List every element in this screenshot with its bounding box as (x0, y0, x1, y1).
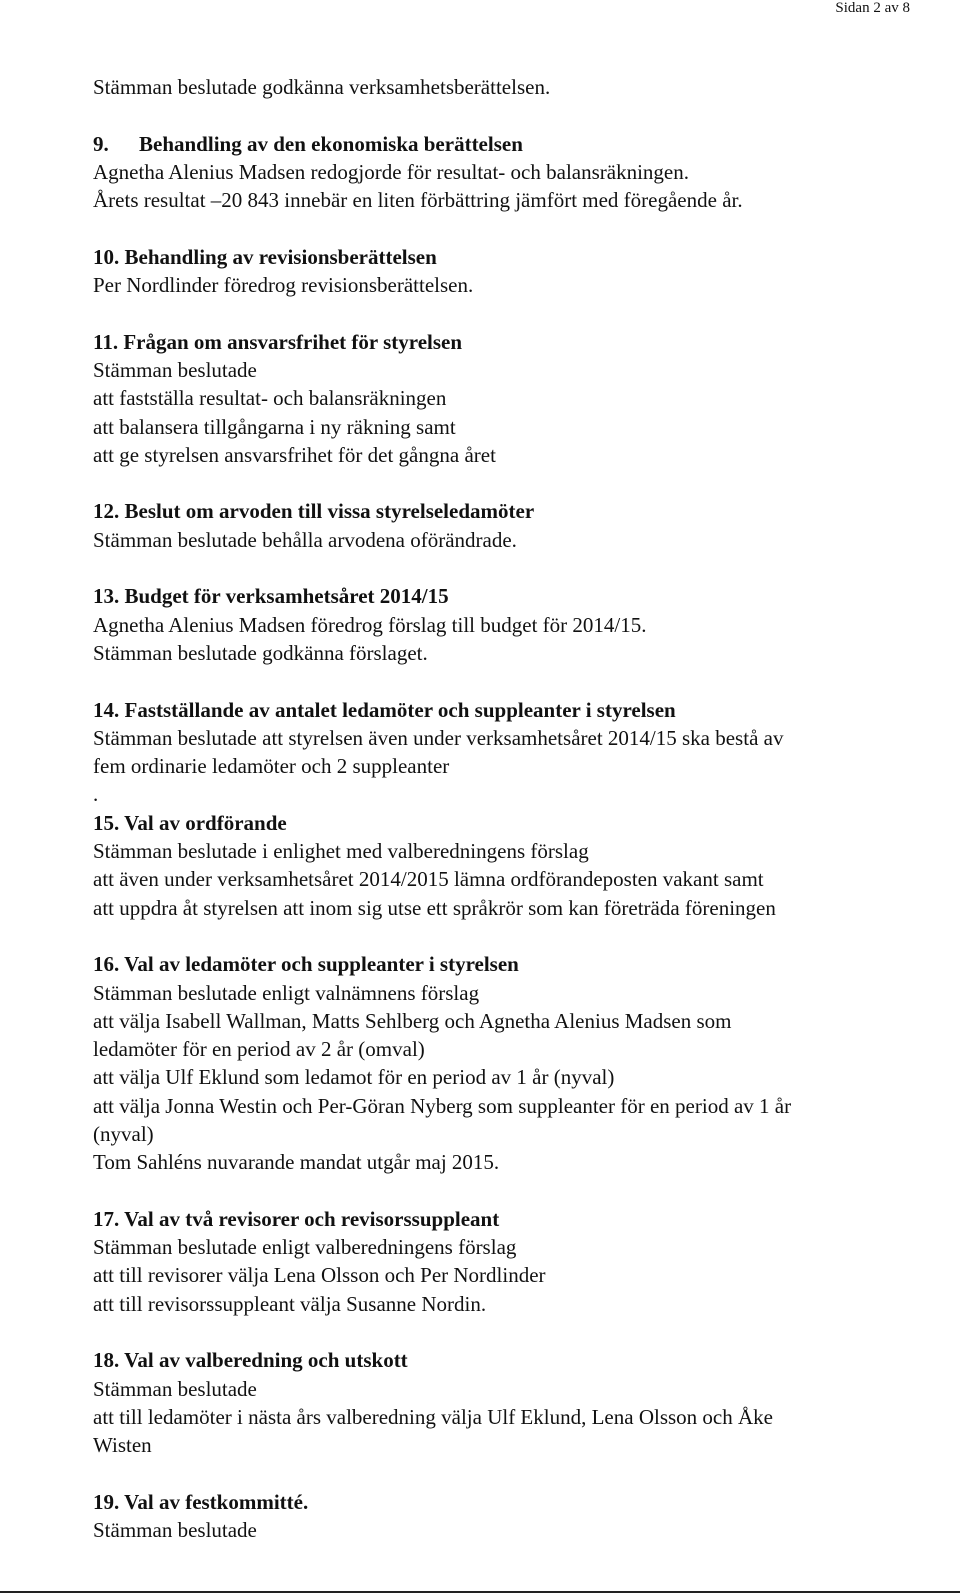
section-number: 9. (93, 131, 109, 156)
section-line: . (93, 782, 99, 807)
section-number: 17. (93, 1206, 120, 1231)
section-line: Stämman beslutade behålla arvodena oförändrade. (93, 527, 517, 552)
section-number: 18. (93, 1348, 120, 1373)
section-number: 14. (93, 697, 120, 722)
section-line: ledamöter för en period av 2 år (omval) (93, 1037, 425, 1062)
section-title: Val av två revisorer och revisorssuppleant (124, 1206, 500, 1231)
section-title: Val av ledamöter och suppleanter i styrelsen (124, 952, 519, 977)
section-line: Tom Sahléns nuvarande mandat utgår maj 2015. (93, 1150, 500, 1175)
section-title: Behandling av revisionsberättelsen (124, 244, 437, 269)
section-line: Wisten (93, 1433, 152, 1458)
section-line: Stämman beslutade att styrelsen även under verksamhetsåret 2014/15 ska bestå av (93, 725, 784, 750)
section-19-heading (93, 1488, 923, 1516)
section-16-heading (93, 950, 923, 978)
document-body (93, 73, 923, 1544)
section-number: 10. (93, 244, 120, 269)
intro-paragraph: Stämman beslutade godkänna verksamhetsberättelsen. (93, 75, 551, 99)
section-number: 12. (93, 499, 120, 524)
section-line: att välja Ulf Eklund som ledamot för en period av 1 år (nyval) (93, 1065, 615, 1090)
section-line: att uppdra åt styrelsen att inom sig utse ett språkrör som kan företräda föreningen (93, 895, 776, 920)
section-line: Stämman beslutade enligt valnämnens förslag (93, 980, 480, 1005)
section-17-heading (93, 1205, 923, 1233)
section-title: Val av ordförande (124, 810, 287, 835)
section-number: 11. (93, 329, 119, 354)
section-9-heading (93, 130, 923, 158)
section-14-heading (93, 696, 923, 724)
section-title: Val av valberedning och utskott (124, 1348, 408, 1373)
section-title: Frågan om ansvarsfrihet för styrelsen (123, 329, 463, 354)
section-title: Val av festkommitté. (124, 1489, 309, 1514)
section-12-heading (93, 497, 923, 525)
section-title: Beslut om arvoden till vissa styrelseledamöter (124, 499, 535, 524)
section-18-heading (93, 1346, 923, 1374)
section-line: Stämman beslutade (93, 1376, 257, 1401)
page-number: Sidan 2 av 8 (835, 0, 910, 16)
section-number: 13. (93, 584, 120, 609)
section-line: att balansera tillgångarna i ny räkning samt (93, 414, 456, 439)
footer-divider (0, 1591, 960, 1593)
section-line: Agnetha Alenius Madsen föredrog förslag till budget för 2014/15. (93, 612, 647, 637)
section-10-heading (93, 243, 923, 271)
section-number: 16. (93, 952, 120, 977)
section-line: fem ordinarie ledamöter och 2 suppleanter (93, 754, 450, 779)
section-line: Stämman beslutade (93, 357, 257, 382)
section-number: 19. (93, 1489, 120, 1514)
section-line: att välja Jonna Westin och Per-Göran Nyberg som suppleanter för en period av 1 år (93, 1093, 792, 1118)
section-title: Budget för verksamhetsåret 2014/15 (124, 584, 449, 609)
section-line: Stämman beslutade enligt valberedningens förslag (93, 1235, 517, 1260)
section-title: Fastställande av antalet ledamöter och suppleanter i styrelsen (124, 697, 676, 722)
section-line: (nyval) (93, 1121, 154, 1146)
section-line: Agnetha Alenius Madsen redogjorde för resultat- och balansräkningen. (93, 159, 689, 184)
section-line: att välja Isabell Wallman, Matts Sehlberg och Agnetha Alenius Madsen som (93, 1008, 732, 1033)
section-line: att även under verksamhetsåret 2014/2015 lämna ordförandeposten vakant samt (93, 867, 764, 892)
section-line: att till revisorer välja Lena Olsson och Per Nordlinder (93, 1263, 546, 1288)
section-15-heading (93, 809, 923, 837)
section-line: att fastställa resultat- och balansräkningen (93, 386, 447, 411)
section-line: Stämman beslutade i enlighet med valberedningens förslag (93, 839, 589, 864)
section-11-heading (93, 328, 923, 356)
section-line: att till ledamöter i nästa års valberedning välja Ulf Eklund, Lena Olsson och Åke (93, 1404, 773, 1429)
section-title: Behandling av den ekonomiska berättelsen (139, 131, 523, 156)
section-number: 15. (93, 810, 120, 835)
section-line: att till revisorssuppleant välja Susanne Nordin. (93, 1291, 487, 1316)
section-line: att ge styrelsen ansvarsfrihet för det gångna året (93, 442, 496, 467)
section-13-heading (93, 582, 923, 610)
section-line: Per Nordlinder föredrog revisionsberättelsen. (93, 273, 474, 298)
section-line: Årets resultat –20 843 innebär en liten förbättring jämfört med föregående år. (93, 188, 743, 213)
section-line: Stämman beslutade godkänna förslaget. (93, 640, 428, 665)
section-line: Stämman beslutade (93, 1518, 257, 1543)
